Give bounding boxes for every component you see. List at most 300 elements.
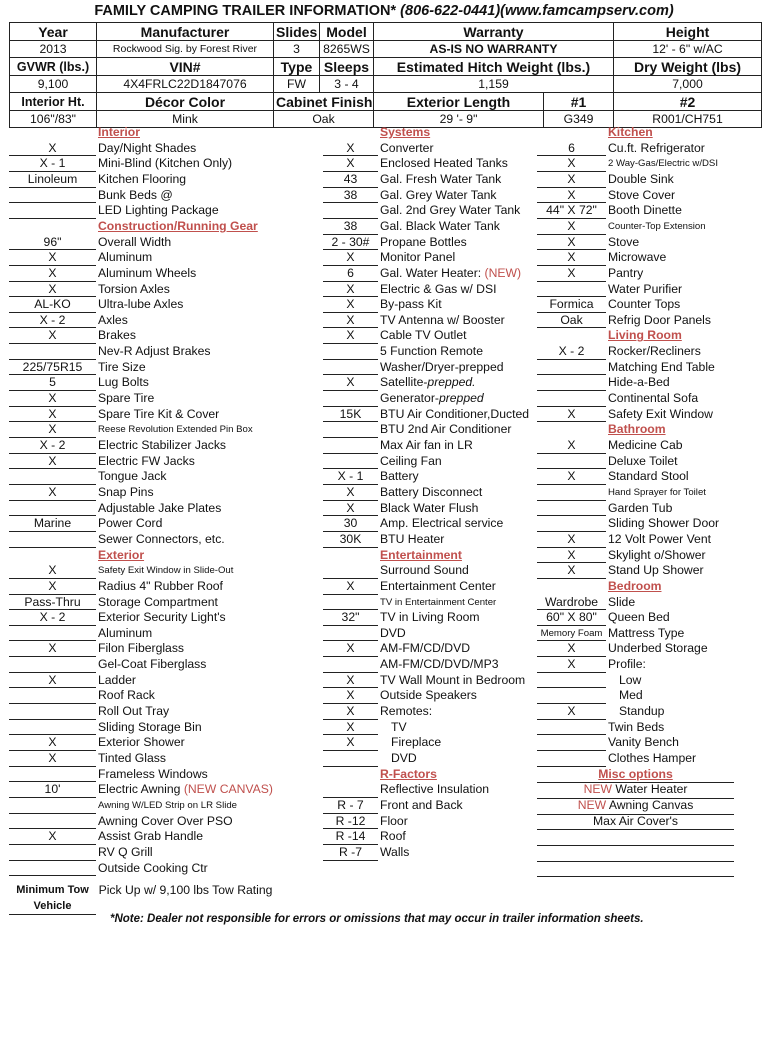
value-cell [9,501,96,517]
feature-row [0,313,768,329]
feature-label: Construction/Running Gear [98,218,258,233]
value-cell: X [537,250,606,266]
year-label: Year [10,23,97,41]
feature-label: BTU Heater [380,531,445,546]
option1-value: G349 [544,111,614,128]
feature-label: Awning W/LED Strip on LR Slide [98,799,237,811]
value-cell [537,501,606,517]
misc-option-text: Awning Canvas [606,797,694,812]
feature-label: Brakes [98,328,136,343]
feature-label: Exterior Shower [98,735,185,750]
feature-label: Washer/Dryer-prepped [380,359,504,374]
feature-row [0,767,768,783]
value-cell: X [323,704,378,720]
feature-label: Fireplace [391,735,442,750]
value-cell [323,454,378,470]
feature-label: Living Room [608,328,682,343]
feature-note: (NEW CANVAS) [183,782,273,797]
warranty-value: AS-IS NO WARRANTY [374,41,614,58]
feature-label: Satellite-prepped. [380,375,476,390]
feature-label: Tire Size [98,359,146,374]
cabinet-label: Cabinet Finish [274,93,374,111]
decor-value: Mink [97,111,274,128]
feature-row [0,188,768,204]
value-cell: X [537,657,606,673]
feature-label: Amp. Electrical service [380,516,504,531]
feature-label: Interior [98,125,140,139]
value-cell: X [537,469,606,485]
feature-label: R-Factors [380,766,437,781]
feature-label: Bathroom [608,422,666,437]
feature-row [0,125,768,141]
value-cell: X [323,297,378,313]
feature-label: Overall Width [98,234,172,249]
value-cell [9,203,96,219]
feature-label: Gal. Fresh Water Tank [380,171,502,186]
feature-row [0,172,768,188]
value-cell: Wardrobe [537,595,606,611]
value-cell [323,595,378,611]
feature-label: Deluxe Toilet [608,453,678,468]
value-cell [323,751,378,767]
value-cell: X [537,563,606,579]
value-cell [537,375,606,391]
feature-label: TV in Living Room [380,610,480,625]
feature-row [0,548,768,564]
feature-label: Low [619,672,642,687]
value-cell: X [9,422,96,438]
value-cell: 10' [9,782,96,798]
value-cell [537,688,606,704]
value-cell [323,563,378,579]
value-cell: X [9,282,96,298]
value-cell [9,814,96,830]
feature-label: Gal. 2nd Grey Water Tank [380,203,521,218]
value-cell: 15K [323,407,378,423]
feature-row [0,501,768,517]
gvwr-value: 9,100 [10,76,97,93]
feature-label: Gal. Grey Water Tank [380,187,497,202]
value-cell: R -7 [323,845,378,861]
feature-label: By-pass Kit [380,297,442,312]
feature-row [0,375,768,391]
value-cell: X [9,250,96,266]
value-cell [323,203,378,219]
value-cell: X [9,751,96,767]
value-cell [537,282,606,298]
feature-label: Sewer Connectors, etc. [98,531,225,546]
value-cell: X [537,704,606,720]
feature-label: Remotes: [380,704,433,719]
feature-label: Standard Stool [608,469,689,484]
value-cell: X [9,829,96,845]
value-cell: X [323,282,378,298]
feature-label: Garden Tub [608,500,673,515]
value-cell: X [537,266,606,282]
feature-row [0,657,768,673]
feature-label: Front and Back [380,797,463,812]
feature-row [0,595,768,611]
feature-label: Exterior Security Light's [98,610,226,625]
option2-value: R001/CH751 [614,111,762,128]
value-cell: X [9,485,96,501]
value-cell [323,422,378,438]
model-label: Model [320,23,374,41]
feature-note: (NEW) [484,265,522,280]
feature-row [0,328,768,344]
value-cell [323,391,378,407]
feature-row [0,438,768,454]
feature-label: Aluminum [98,250,153,265]
model-value: 8265WS [320,41,374,58]
value-cell: 38 [323,219,378,235]
exterior-length-value: 29 '- 9" [374,111,544,128]
feature-label: Adjustable Jake Plates [98,500,222,515]
value-cell: X [323,501,378,517]
feature-label: Clothes Hamper [608,751,697,765]
sleeps-value: 3 - 4 [320,76,374,93]
feature-row [0,266,768,282]
value-cell: X [537,438,606,454]
feature-label: Spare Tire [98,391,155,406]
value-cell: 2 - 30# [323,235,378,251]
value-cell: AL-KO [9,297,96,313]
value-cell [537,735,606,751]
feature-label: AM-FM/CD/DVD [380,641,471,656]
feature-row [0,845,768,861]
value-cell: 96" [9,235,96,251]
feature-row [0,563,768,579]
feature-label: Counter Tops [608,297,681,312]
value-cell: X [537,407,606,423]
disclaimer-note: *Note: Dealer not responsible for errors or omissions that may occur in trailer information sheets. [110,913,644,925]
min-tow-label-text: Minimum Tow Vehicle [16,884,89,912]
feature-label: Hide-a-Bed [608,375,670,390]
interior-height-value: 106"/83" [10,111,97,128]
misc-option [537,798,734,815]
gvwr-label: GVWR (lbs.) [10,58,97,76]
feature-row [0,610,768,626]
feature-label: Continental Sofa [608,391,699,406]
feature-row [0,735,768,751]
value-cell [9,188,96,204]
feature-label: Lug Bolts [98,375,149,390]
feature-label: Gal. Water Heater: (NEW) [380,265,522,280]
feature-label: Battery [380,469,419,484]
sleeps-label: Sleeps [320,58,374,76]
feature-label: Refrig Door Panels [608,312,711,327]
feature-label: Tinted Glass [98,751,166,765]
feature-label: TV [391,719,407,734]
cabinet-value: Oak [274,111,374,128]
feature-label: Nev-R Adjust Brakes [98,344,211,359]
value-cell: X [323,250,378,266]
value-cell: 30 [323,516,378,532]
interior-height-label: Interior Ht. [10,93,97,111]
feature-label: Power Cord [98,516,163,531]
feature-label: Double Sink [608,171,674,186]
header-table [9,22,762,128]
value-cell [9,469,96,485]
vin-value: 4X4FRLC22D1847076 [97,76,274,93]
misc-option-text: Max Air Cover's [593,813,678,828]
vin-label: VIN# [97,58,274,76]
value-cell: 6 [537,141,606,157]
feature-note: prepped [438,391,484,406]
feature-label: Stove [608,234,640,249]
feature-label: Ceiling Fan [380,453,442,468]
dry-weight-label: Dry Weight (lbs) [614,58,762,76]
feature-row [0,579,768,595]
value-cell: X [9,454,96,470]
feature-label: Queen Bed [608,610,670,625]
misc-option-text: Water Heater [612,782,688,797]
value-cell: 38 [323,188,378,204]
feature-label: Counter-Top Extension [608,220,706,232]
feature-label: Tongue Jack [98,469,167,484]
feature-label: TV Antenna w/ Booster [380,312,505,327]
feature-label: Snap Pins [98,484,154,499]
value-cell: X [323,579,378,595]
value-cell: X [9,328,96,344]
value-cell: X - 2 [9,313,96,329]
feature-label: Spare Tire Kit & Cover [98,406,220,421]
feature-row [0,720,768,736]
feature-label: Walls [380,844,410,859]
value-cell: X - 2 [9,438,96,454]
feature-label: 12 Volt Power Vent [608,531,711,546]
feature-row [0,219,768,235]
feature-label: Max Air fan in LR [380,438,473,452]
value-cell [9,720,96,736]
value-cell: X - 1 [323,469,378,485]
value-cell: Marine [9,516,96,532]
feature-label: Electric & Gas w/ DSI [380,281,497,296]
feature-label: Mini-Blind (Kitchen Only) [98,156,233,171]
height-value: 12' - 6" w/AC [614,41,762,58]
feature-label: 5 Function Remote [380,344,483,359]
feature-label: BTU Air Conditioner,Ducted [380,406,530,421]
value-cell: X [9,141,96,157]
value-cell [323,657,378,673]
value-cell: X [537,219,606,235]
value-cell: X - 1 [9,156,96,172]
value-cell: X [323,735,378,751]
feature-label: Kitchen Flooring [98,171,187,186]
value-cell: 43 [323,172,378,188]
feature-label: AM-FM/CD/DVD/MP3 [380,657,499,672]
feature-label: Converter [380,140,434,155]
value-cell: X [537,532,606,548]
year-value: 2013 [10,41,97,58]
value-cell: X [9,673,96,689]
feature-label: Filon Fiberglass [98,641,185,656]
value-cell: R -12 [323,814,378,830]
feature-row [0,688,768,704]
feature-label: Battery Disconnect [380,484,483,499]
feature-label: Cable TV Outlet [380,328,467,343]
page-title: FAMILY CAMPING TRAILER INFORMATION* (806-622-0441)(www.famcampserv.com) [94,3,674,19]
feature-label: Systems [380,125,431,139]
feature-row [0,532,768,548]
feature-row [0,829,768,845]
feature-row [0,626,768,642]
feature-label: LED Lighting Package [98,203,219,218]
feature-label: Skylight o/Shower [608,547,706,562]
feature-row [0,203,768,219]
value-cell: R - 7 [323,798,378,814]
feature-label: Roll Out Tray [98,704,170,719]
value-cell: R -14 [323,829,378,845]
feature-label: Safety Exit Window in Slide-Out [98,565,234,577]
feature-label: Roof [380,829,406,844]
feature-label: Enclosed Heated Tanks [380,156,508,171]
feature-label: Bedroom [608,578,662,593]
feature-label: Water Purifier [608,281,683,296]
feature-row [0,141,768,157]
value-cell: X [323,485,378,501]
feature-label: Surround Sound [380,563,469,578]
feature-label: RV Q Grill [98,844,153,859]
feature-label: Floor [380,813,408,828]
feature-label: Exterior [98,547,145,562]
value-cell: X [9,563,96,579]
feature-row [0,704,768,720]
feature-row [0,282,768,298]
value-cell: 44" X 72" [537,203,606,219]
dry-weight-value: 7,000 [614,76,762,93]
value-cell: X [323,375,378,391]
feature-label: Hand Sprayer for Toilet [608,486,706,498]
feature-label: Mattress Type [608,625,685,640]
feature-row [0,782,768,798]
type-label: Type [274,58,320,76]
feature-label: Assist Grab Handle [98,829,203,844]
value-cell [9,344,96,360]
feature-row [0,156,768,172]
feature-row [0,814,768,830]
height-label: Height [614,23,762,41]
value-cell [9,657,96,673]
feature-row [0,641,768,657]
misc-new-tag: NEW [583,782,613,797]
feature-label: Booth Dinette [608,203,682,218]
value-cell [537,485,606,501]
value-cell: X [323,141,378,157]
value-cell [9,767,96,783]
manufacturer-value: Rockwood Sig. by Forest River [97,41,274,58]
value-cell: X [537,156,606,172]
feature-label: Ultra-lube Axles [98,297,184,312]
feature-label: Aluminum Wheels [98,265,197,280]
value-cell: X [9,735,96,751]
hitch-label: Estimated Hitch Weight (lbs.) [374,58,614,76]
value-cell [323,438,378,454]
value-cell: X [9,579,96,595]
feature-label: Electric Awning (NEW CANVAS) [98,782,273,797]
value-cell [537,720,606,736]
feature-label: Twin Beds [608,719,665,734]
feature-row [0,485,768,501]
value-cell: 5 [9,375,96,391]
value-cell: Linoleum [9,172,96,188]
feature-row [0,235,768,251]
misc-option [537,814,734,831]
value-cell: X [323,156,378,172]
value-cell: X [537,188,606,204]
feature-label: Standup [619,704,665,719]
feature-label: Radius 4" Rubber Roof [98,578,223,593]
value-cell [9,532,96,548]
feature-label: DVD [391,751,417,765]
feature-label: TV Wall Mount in Bedroom [380,672,526,687]
value-cell: Memory Foam [537,626,606,642]
value-cell: X - 2 [537,344,606,360]
value-cell [9,704,96,720]
feature-label: Profile: [608,657,646,672]
feature-label: Monitor Panel [380,250,456,265]
value-cell [537,454,606,470]
feature-label: Black Water Flush [380,500,479,515]
feature-row [0,297,768,313]
feature-label: Torsion Axles [98,281,170,296]
feature-label: Stove Cover [608,187,676,202]
value-cell: 32" [323,610,378,626]
feature-row [0,454,768,470]
feature-label: Rocker/Recliners [608,344,701,359]
value-cell: X [323,688,378,704]
feature-label: Bunk Beds @ [98,187,173,202]
value-cell [537,751,606,767]
feature-label: Reese Revolution Extended Pin Box [98,424,253,436]
value-cell [9,798,96,814]
feature-label: Generator-prepped [380,391,484,406]
value-cell [537,516,606,532]
value-cell [537,673,606,689]
value-cell: 6 [323,266,378,282]
type-value: FW [274,76,320,93]
feature-label: Reflective Insulation [380,782,490,797]
value-cell: X [323,328,378,344]
value-cell [323,360,378,376]
feature-label: BTU 2nd Air Conditioner [380,422,512,437]
decor-label: Décor Color [97,93,274,111]
feature-row [0,798,768,814]
value-cell: X [537,641,606,657]
feature-label: Cu.ft. Refrigerator [608,140,705,155]
feature-label: Pantry [608,265,644,280]
value-cell: 60" X 80" [537,610,606,626]
feature-label: Propane Bottles [380,234,467,249]
feature-label: Stand Up Shower [608,563,704,578]
feature-row [0,344,768,360]
feature-row [0,673,768,689]
misc-option: Misc options [537,767,734,784]
slides-value: 3 [274,41,320,58]
feature-row [0,751,768,767]
feature-row [0,407,768,423]
feature-label: Roof Rack [98,688,155,703]
value-cell [9,845,96,861]
feature-row [0,360,768,376]
value-cell: X [323,673,378,689]
option2-label: #2 [614,93,762,111]
value-cell: X [323,313,378,329]
value-cell: Pass-Thru [9,595,96,611]
feature-label: TV in Entertainment Center [380,596,497,608]
feature-row [0,861,768,877]
value-cell: Formica [537,297,606,313]
